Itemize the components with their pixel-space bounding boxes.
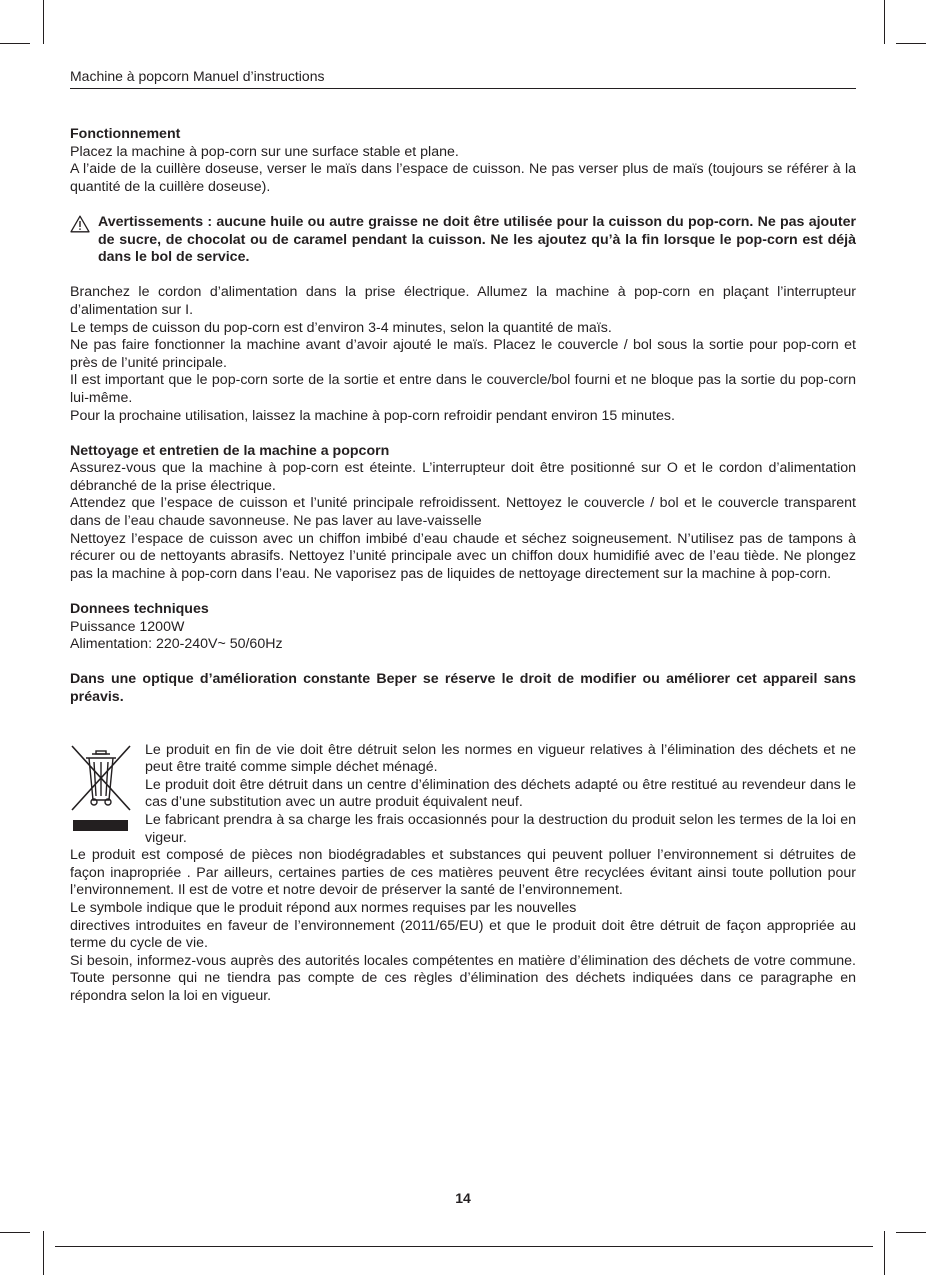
section-heading-technique: Donnees techniques bbox=[70, 601, 209, 618]
improvement-notice: Dans une optique d’amélioration constante Beper se réserve le droit de modifier ou améliorer cet appareil sans préavis. bbox=[70, 671, 856, 705]
paragraph: Si besoin, informez-vous auprès des autorités locales compétentes en matière d’élimination des déchets de votre commune. Toute personne qui ne tiendra pas compte de ces règles d’élimination des déchets indiquées dans ce paragraphe en répondra selon la loi en vigueur. bbox=[70, 952, 856, 1004]
weee-section bbox=[70, 742, 856, 848]
header-title: Machine à popcorn Manuel d’instructions bbox=[70, 68, 325, 84]
crossed-out-bin-icon bbox=[70, 744, 132, 812]
manual-content bbox=[70, 126, 856, 1006]
paragraph: Ne pas faire fonctionner la machine avant d’avoir ajouté le maïs. Placez le couvercle / bol sous la sortie pour pop-corn et près de l’unité principale. bbox=[70, 337, 856, 371]
footer-rule bbox=[55, 1246, 873, 1247]
crop-mark bbox=[896, 1232, 926, 1233]
section-heading-fonctionnement: Fonctionnement bbox=[70, 126, 181, 142]
paragraph: Assurez-vous que la machine à pop-corn est éteinte. L’interrupteur doit être positionné sur O et le cordon d’alimentation débranché de la prise électrique. bbox=[70, 460, 856, 494]
weee-black-bar bbox=[73, 820, 128, 831]
section-heading-nettoyage: Nettoyage et entretien de la machine a popcorn bbox=[70, 442, 390, 459]
spec-power: Puissance 1200W bbox=[70, 618, 185, 635]
paragraph: Le produit doit être détruit dans un centre d’élimination des déchets adapté ou être restitué au revendeur dans le cas d’une substitution avec un autre produit équivalent neuf. bbox=[145, 776, 856, 811]
paragraph: Nettoyez l’espace de cuisson avec un chiffon imbibé d’eau chaude et séchez soigneusement. N’utilisez pas de tampons à récurer ou de nettoyants abrasifs. Nettoyez l’unité principale avec un chiffon doux humidifié avec de l’eau tiède. Ne plongez pas la machine à pop-corn dans l’eau. Ne vaporisez pas de liquides de nettoyage directement sur la machine à pop-corn. bbox=[70, 530, 856, 582]
paragraph: Attendez que l’espace de cuisson et l’unité principale refroidissent. Nettoyez le couvercle / bol et le couvercle transparent dans de l’eau chaude savonneuse. Ne pas laver au lave-vaisselle bbox=[70, 495, 856, 530]
paragraph: Pour la prochaine utilisation, laissez la machine à pop-corn refroidir pendant environ 15 minutes. bbox=[70, 407, 675, 424]
crop-mark bbox=[0, 1232, 30, 1233]
page-number: 14 bbox=[455, 1190, 471, 1206]
paragraph: Le temps de cuisson du pop-corn est d’environ 3-4 minutes, selon la quantité de maïs. bbox=[70, 319, 612, 336]
paragraph: Le produit en fin de vie doit être détruit selon les normes en vigueur relatives à l’élimination des déchets et ne peut être traité comme simple déchet ménagé. bbox=[145, 741, 856, 776]
crop-mark bbox=[884, 1231, 885, 1275]
warning-triangle-icon bbox=[70, 215, 90, 233]
crop-mark bbox=[0, 43, 30, 44]
paragraph: Placez la machine à pop-corn sur une surface stable et plane. bbox=[70, 143, 459, 160]
paragraph: A l’aide de la cuillère doseuse, verser le maïs dans l’espace de cuisson. Ne pas verser plus de maïs (toujours se référer à la quantité de la cuillère doseuse). bbox=[70, 161, 856, 195]
paragraph: Il est important que le pop-corn sorte de la sortie et entre dans le couvercle/bol fourni et ne bloque pas la sortie du pop-corn lui-même. bbox=[70, 372, 856, 406]
page-header bbox=[70, 67, 856, 89]
paragraph: Le produit est composé de pièces non biodégradables et substances qui peuvent polluer l’environnement si détruites de façon inapropriée . Par ailleurs, certaines parties de ces matières peuvent être recyclées évitant ainsi toute pollution pour l’environnement. Il est de votre et notre devoir de préserver la santé de l’environnement. bbox=[70, 847, 856, 899]
warning-block bbox=[70, 214, 856, 267]
paragraph: Le symbole indique que le produit répond aux normes requises par les nouvelles bbox=[70, 899, 577, 916]
crop-mark bbox=[43, 0, 44, 44]
paragraph: directives introduites en faveur de l’environnement (2011/65/EU) et que le produit doit être détruit de façon appropriée au terme du cycle de vie. bbox=[70, 917, 856, 952]
crop-mark bbox=[43, 1231, 44, 1275]
crop-mark bbox=[884, 0, 885, 44]
crop-mark bbox=[896, 43, 926, 44]
spec-supply: Alimentation: 220-240V~ 50/60Hz bbox=[70, 636, 283, 653]
paragraph: Le fabricant prendra à sa charge les frais occasionnés pour la destruction du produit selon les termes de la loi en vigeur. bbox=[145, 811, 856, 846]
warning-text: Avertissements : aucune huile ou autre graisse ne doit être utilisée pour la cuisson du pop-corn. Ne pas ajouter de sucre, de chocolat ou de caramel pendant la cuisson. Ne les ajoutez qu’à la fin lorsque le pop-corn est déjà dans le bol de service. bbox=[98, 213, 856, 266]
paragraph: Branchez le cordon d’alimentation dans la prise électrique. Allumez la machine à pop-corn en plaçant l’interrupteur d’alimentation sur I. bbox=[70, 284, 856, 318]
